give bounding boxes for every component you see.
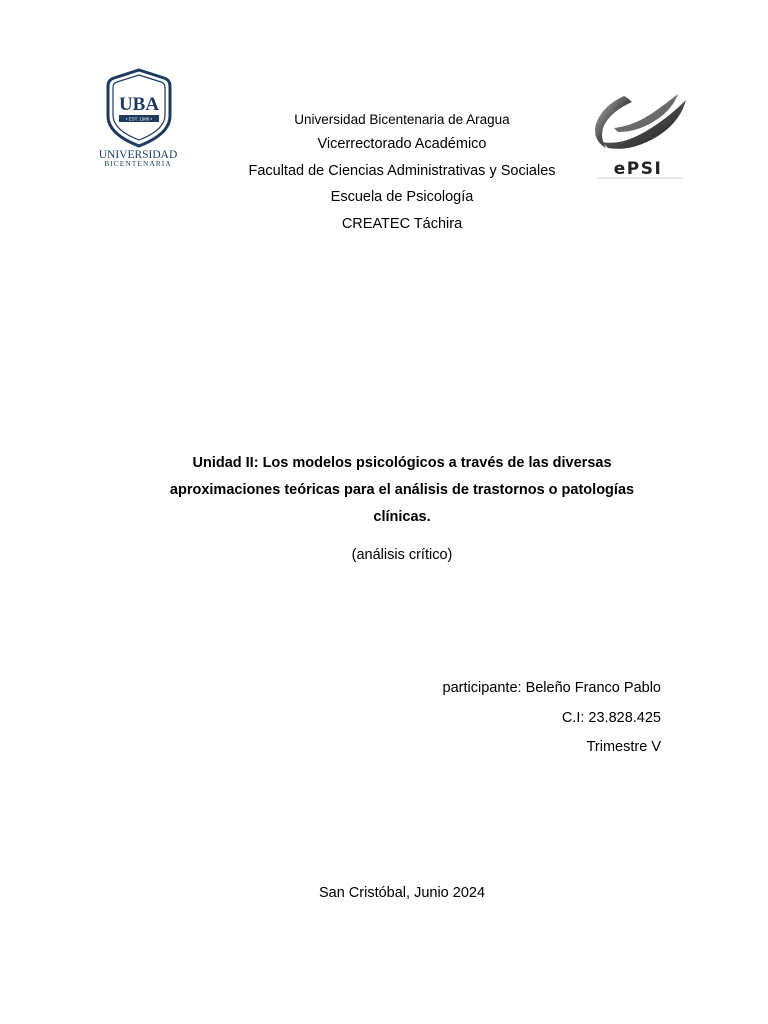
uba-shield-logo (94, 68, 184, 168)
institution-header (200, 109, 604, 237)
participant-name: participante: Beleño Franco Pablo (442, 680, 661, 696)
place-and-date: San Cristóbal, Junio 2024 (318, 885, 486, 901)
title-line-1: Unidad II: Los modelos psicológicos a través de las diversas (192, 455, 612, 471)
document-title-block (120, 450, 684, 565)
participant-info (443, 674, 661, 763)
participant-term: Trimestre V (586, 739, 661, 755)
center-name: CREATEC Táchira (341, 215, 463, 232)
faculty-name: Facultad de Ciencias Administrativas y Sociales (248, 162, 556, 179)
epsi-swoosh-logo (588, 90, 688, 182)
participant-id: C.I: 23.828.425 (561, 709, 661, 726)
document-subtitle: (análisis crítico) (351, 547, 453, 563)
title-line-2: aproximaciones teóricas para el análisis de trastornos o patologías (169, 482, 635, 498)
uba-established: • EST. 1986 • (125, 116, 153, 122)
uba-acronym: UBA (118, 94, 160, 115)
school-name: Escuela de Psicología (330, 189, 474, 205)
epsi-text: ePSI (613, 159, 663, 179)
title-line-3: clínicas. (373, 509, 431, 525)
vice-rectorate: Vicerrectorado Académico (317, 136, 487, 152)
document-title (120, 450, 684, 531)
uba-name-line2: BICENTENARIA (104, 159, 172, 168)
uba-name-line1: UNIVERSIDAD (98, 149, 178, 161)
university-name: Universidad Bicentenaria de Aragua (294, 112, 510, 127)
